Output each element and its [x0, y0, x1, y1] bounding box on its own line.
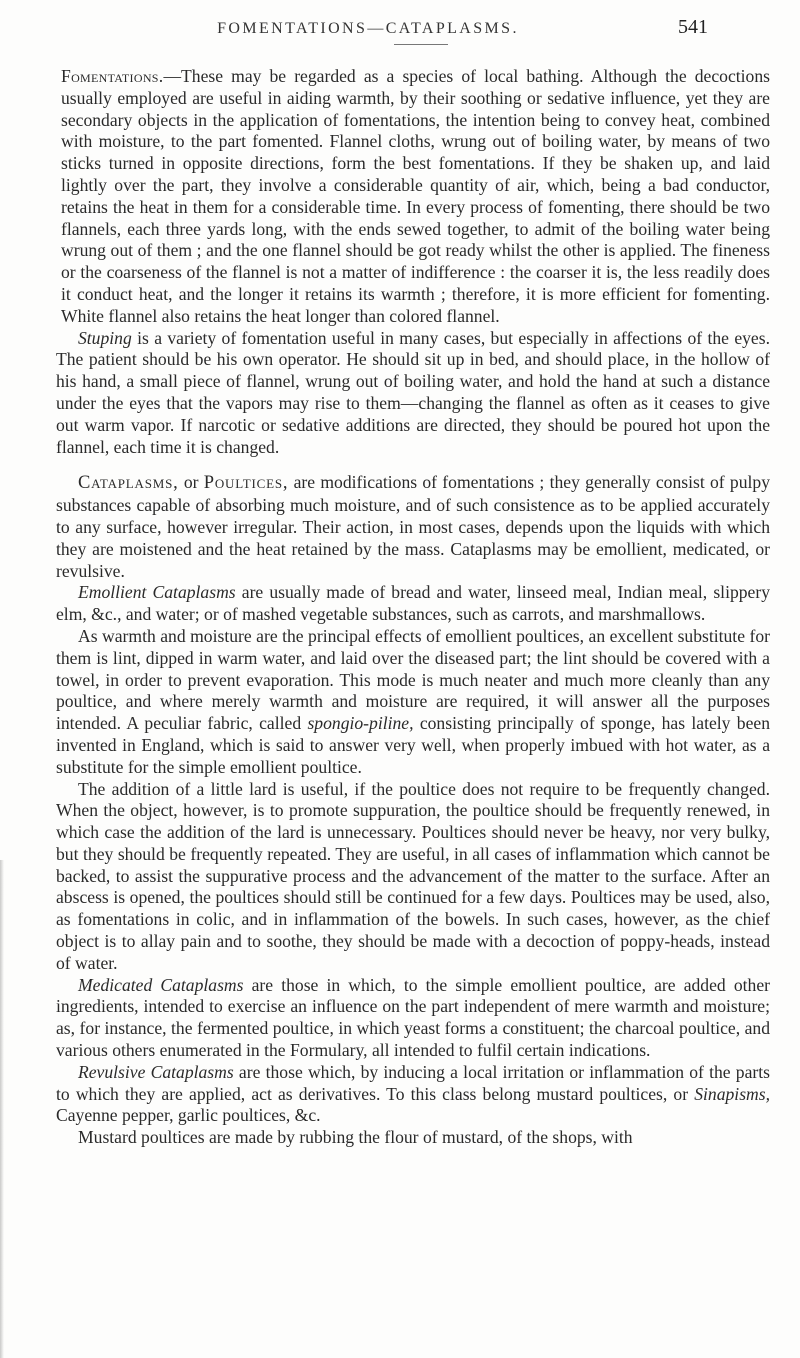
paragraph-warmth-moisture	[56, 626, 770, 779]
paragraph-text: consisting principally of sponge, has lately been invented in England, which is said to answer very well, when properly imbued with hot water, as a substitute for the simple emollient poultice.	[56, 713, 770, 777]
running-head-rule	[394, 44, 448, 45]
section-lead-fomentations: Fomentations.	[61, 66, 164, 86]
term-revulsive-cataplasms: Revulsive Cataplasms	[78, 1061, 234, 1082]
paragraph-text: are those which, by inducing a local irritation or inflammation of the parts to which they are applied, act as derivatives. To this class belong mustard poultices, or	[56, 1061, 770, 1104]
paragraph-cataplasms	[56, 472, 770, 582]
paragraph-text: or	[178, 472, 204, 493]
running-head-title: FOMENTATIONS—CATAPLASMS.	[217, 20, 519, 37]
paragraph-text: Mustard poultices are made by rubbing the flour of mustard, of the shops, with	[78, 1127, 633, 1148]
paragraph-mustard	[56, 1127, 770, 1149]
paragraph-emollient	[56, 582, 770, 626]
paragraph-text: The addition of a little lard is useful, if the poultice does not require to be frequently changed. When the object, however, is to promote suppuration, the poultice should be frequently renewed, in which case the addition of the lard is unnecessary. Poultices should never be heavy, nor very bulky, but they should be frequently repeated. They are useful, in all cases of inflammation which cannot be backed, to assist the suppurative process and the advancement of the matter to the surface. After an abscess is opened, the poultices should still be continued for a few days. Poultices may be used, also, as fomentations in colic, and in inflammation of the bowels. In such cases, however, as the chief object is to allay pain and to soothe, they should be made with a decoction of poppy-heads, instead of water.	[56, 778, 770, 973]
paragraph-text: As warmth and moisture are the principal effects of emollient poultices, an excellent substitute for them is lint, dipped in warm water, and laid over the diseased part; the lint should be covered with a towel, in order to prevent evaporation. This mode is much neater and much more cleanly than any poultice, and where merely warmth and moisture are required, it will answer all the purposes intended. A peculiar fabric, called	[56, 625, 770, 734]
paragraph-text: are those in which, to the simple emollient poultice, are added other ingredients, intended to exercise an influence on the part independent of mere warmth and moisture; as, for instance, the fermented poultice, in which yeast forms a constituent; the charcoal poultice, and various others enumerated in the Formulary, all intended to fulfil certain indications.	[56, 974, 770, 1061]
paragraph-text: Cayenne pepper, garlic poultices, &c.	[56, 1105, 321, 1126]
term-sinapisms: Sinapisms,	[694, 1083, 770, 1104]
paragraph-medicated	[56, 975, 770, 1062]
paragraph-fomentations	[56, 66, 770, 328]
paragraph-text: are usually made of bread and water, linseed meal, Indian meal, slippery elm, &c., and water; or of mashed vegetable substances, such as carrots, and marshmallows.	[56, 582, 771, 625]
paragraph-text: is a variety of fomentation useful in many cases, but especially in affections of the eyes. The patient should be his own operator. He should sit up in bed, and should place, in the hollow of his hand, a small piece of flannel, wrung out of boiling water, and hold the hand at such a distance under the eyes that the vapors may rise to them—changing the flannel as often as it ceases to give out warm vapor. If narcotic or sedative additions are directed, they should be poured hot upon the flannel, each time it is changed.	[56, 327, 770, 457]
paragraph-revulsive	[56, 1062, 770, 1127]
paragraph-text: are modifications of fomentations ; they generally consist of pulpy substances capable of absorbing much moisture, and of such consistence as to be applied accurately to any surface, however irregular. Their action, in most cases, depends upon the liquids with which they are moistened and the heat retained by the mass. Cataplasms may be emollient, medicated, or revulsive.	[56, 472, 771, 581]
body-text	[56, 66, 770, 1149]
term-medicated-cataplasms: Medicated Cataplasms	[78, 974, 244, 995]
term-spongio-piline: spongio-piline,	[307, 713, 414, 734]
page-edge-shadow	[0, 860, 4, 1358]
section-lead-poultices: Poultices,	[203, 473, 289, 494]
page-number: 541	[678, 16, 708, 38]
paragraph-text: —These may be regarded as a species of local bathing. Although the decoctions usually employed are useful in aiding warmth, by their soothing or sedative influence, yet they are secondary objects in the application of fomentations, the intention being to convey heat, combined with moisture, to the part fomented. Flannel cloths, wrung out of boiling water, by means of two sticks turned in opposite directions, form the best fomentations. If they be shaken up, and laid lightly over the part, they involve a considerable quantity of air, which, being a bad conductor, retains the heat in them for a considerable time. In every process of fomenting, there should be two flannels, each three yards long, with the ends sewed together, to admit of the boiling water being wrung out of them ; and the one flannel should be got ready whilst the other is applied. The fineness or the coarseness of the flannel is not a matter of indifference : the coarser it is, the less readily does it conduct heat, and the longer it retains its warmth ; therefore, it is more efficient for fomenting. White flannel also retains the heat longer than colored flannel.	[61, 66, 770, 326]
running-head	[88, 14, 708, 44]
section-lead-cataplasms: Cataplasms,	[78, 473, 179, 494]
term-emollient-cataplasms: Emollient Cataplasms	[78, 582, 236, 603]
term-stuping: Stuping	[78, 327, 132, 348]
paragraph-stuping	[56, 328, 770, 459]
paragraph-lard	[56, 779, 770, 975]
